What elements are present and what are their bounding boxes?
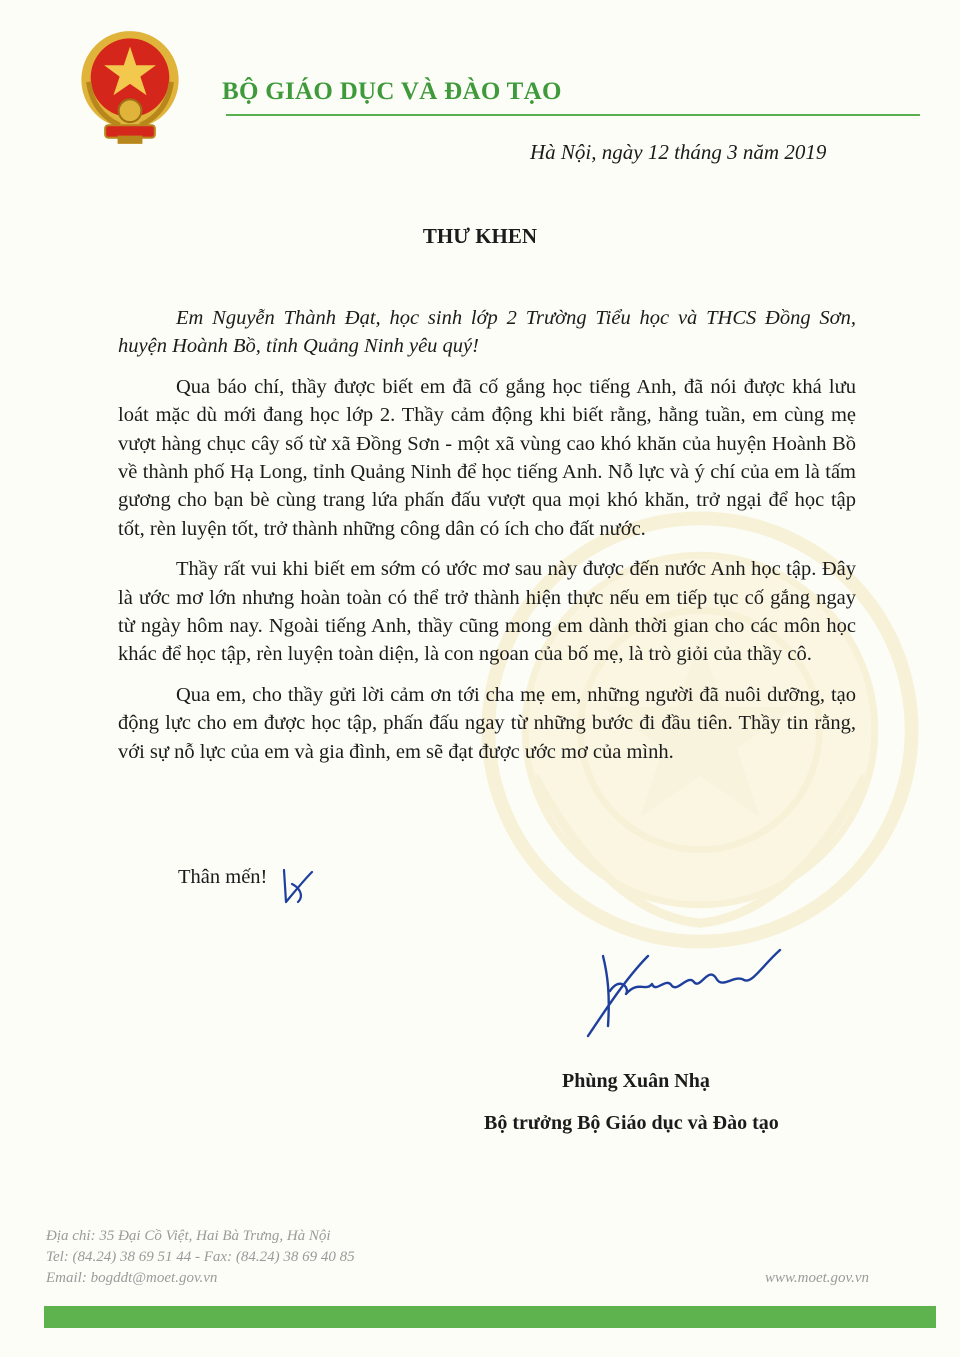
header-divider — [226, 114, 920, 116]
national-emblem-icon — [78, 28, 182, 148]
footer-contact — [46, 1226, 355, 1289]
footer-website[interactable]: www.moet.gov.vn — [765, 1270, 870, 1286]
footer-bar — [44, 1306, 936, 1328]
signature-icon — [548, 936, 798, 1046]
ministry-name: BỘ GIÁO DỤC VÀ ĐÀO TẠO — [222, 78, 562, 105]
footer-phone-fax: Tel: (84.24) 38 69 51 44 - Fax: (84.24) 38 69 40 85 — [46, 1249, 355, 1265]
footer-email[interactable]: Email: bogddt@moet.gov.vn — [46, 1270, 218, 1286]
signer-title: Bộ trưởng Bộ Giáo dục và Đào tạo — [484, 1112, 779, 1134]
date-line: Hà Nội, ngày 12 tháng 3 năm 2019 — [530, 140, 827, 164]
paragraph-3: Qua em, cho thầy gửi lời cảm ơn tới cha mẹ em, những người đã nuôi dưỡng, tạo động lực cho em được học tập, phấn đấu ngay từ những bước đi đầu tiên. Thầy tin rằng, với sự nỗ lực của em và gia đình, em sẽ đạt được ước mơ của mình. — [118, 683, 856, 763]
letter-title: THƯ KHEN — [422, 224, 538, 248]
closing-phrase: Thân mến! — [178, 866, 268, 888]
handwritten-initial-icon — [276, 862, 320, 910]
paragraph-2: Thầy rất vui khi biết em sớm có ước mơ sau này được đến nước Anh học tập. Đây là ước mơ lớn nhưng hoàn toàn có thể trở thành hiện thực nếu em tiếp tục cố gắng ngay từ ngày hôm nay. Ngoài tiếng Anh, thầy cũng mong em dành thời gian cho các môn học khác để học tập, rèn luyện toàn diện, là con ngoan của bố mẹ, là trò giỏi của thầy cô. — [118, 558, 856, 666]
paragraph-1: Qua báo chí, thầy được biết em đã cố gắng học tiếng Anh, đã nói được khá lưu loát mặc dù mới đang học lớp 2. Thầy cảm động khi biết rằng, hằng tuần, em cùng mẹ vượt hàng chục cây số từ xã Đồng Sơn - một xã vùng cao khó khăn của huyện Hoành Bồ về thành phố Hạ Long, tỉnh Quảng Ninh để học tiếng Anh. Nỗ lực và ý chí của em là tấm gương cho bạn bè cùng trang lứa phấn đấu vượt qua mọi khó khăn, trở ngại để học tập tốt, rèn luyện tốt, trở thành những công dân có ích cho đất nước. — [118, 375, 856, 540]
signer-name: Phùng Xuân Nhạ — [562, 1070, 710, 1092]
salutation: Em Nguyễn Thành Đạt, học sinh lớp 2 Trường Tiểu học và THCS Đồng Sơn, huyện Hoành Bồ, tỉnh Quảng Ninh yêu quý! — [118, 307, 856, 358]
footer-address: Địa chỉ: 35 Đại Cồ Việt, Hai Bà Trưng, Hà Nội — [46, 1228, 331, 1244]
letter-body — [118, 304, 856, 766]
